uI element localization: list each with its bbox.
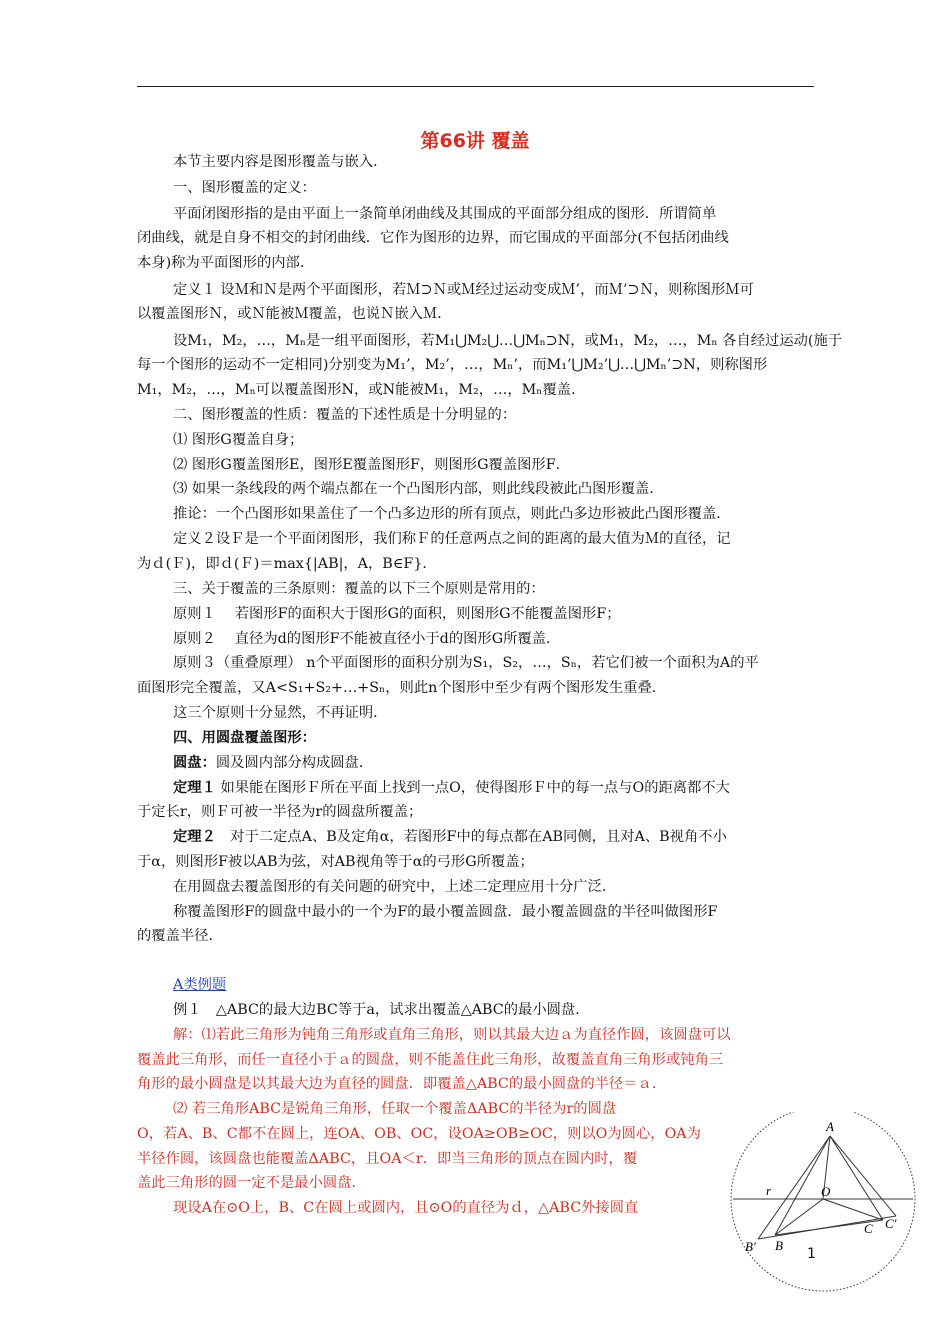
text-line: 本身)称为平面图形的内部． — [137, 255, 315, 271]
label-B: B — [775, 1238, 783, 1253]
text-line: 以覆盖图形Ｎ，或Ｎ能被Ｍ覆盖，也说Ｎ嵌入Ｍ． — [137, 306, 452, 322]
circle-triangle-figure — [728, 1112, 918, 1332]
theorem-text: 对于二定点A、B及定角α，若图形F中的每点都在AB同侧，且对A、B视角不小 — [215, 829, 727, 845]
definition-line: 定义２设Ｆ是一个平面闭图形，我们称Ｆ的任意两点之间的距离的最大值为Ｍ的直径，记 — [173, 531, 731, 547]
theorem-line — [173, 778, 730, 798]
section-heading: 三、关于覆盖的三条原则：覆盖的以下三个原则是常用的： — [173, 581, 545, 597]
theorem-line — [173, 827, 727, 847]
theorem-label: 定理２ — [173, 829, 216, 845]
principle-line: 原则２ 直径为d的图形F不能被直径小于d的图形G所覆盖． — [173, 631, 561, 647]
text-line: 于α，则图形F被以AB为弦，对AB视角等于α的弓形G所覆盖； — [137, 854, 534, 870]
page-number: 1 — [807, 1246, 816, 1262]
text-line: 面图形完全覆盖，又A<S₁+S₂+…+Sₙ，则此n个图形中至少有两个图形发生重叠． — [137, 680, 667, 696]
text-line: 每一个图形的运动不一定相同)分别变为M₁’，M₂’，…，Mₙ’，而M₁’⋃M₂’⋃…⋃Mₙ’⊃N，则称图形 — [137, 357, 768, 373]
theorem-text: 如果能在图形Ｆ所在平面上找到一点O，使得图形Ｆ中的每一点与O的距离都不大 — [220, 780, 730, 796]
principle-line: 原则３（重叠原理） n个平面图形的面积分别为S₁，S₂，…，Sₙ，若它们被一个面积为A的平 — [173, 655, 759, 671]
solution-line: 盖此三角形的圆一定不是最小圆盘． — [137, 1175, 366, 1191]
text-line: 平面闭图形指的是由平面上一条简单闭曲线及其围成的平面部分组成的图形．所谓简单 — [173, 206, 717, 222]
principle-line: 原则１ 若图形F的面积大于图形G的面积，则图形G不能覆盖图形F； — [173, 606, 621, 622]
disc-definition — [173, 753, 373, 773]
term-text: 圆及圆内部分构成圆盘． — [215, 755, 374, 771]
text-line: 这三个原则十分显然，不再证明． — [173, 705, 388, 721]
label-C: C — [864, 1221, 873, 1236]
label-B-prime: B' — [745, 1239, 756, 1254]
header-rule — [137, 86, 814, 87]
text-line: 设M₁，M₂，…，Mₙ是一组平面图形，若M₁⋃M₂⋃…⋃Mₙ⊃N，或M₁，M₂，…，Mₙ 各自经过运动(施于 — [173, 333, 843, 349]
solution-line: 半径作圆，该圆盘也能覆盖ΔABC，且OA＜r．即当三角形的顶点在圆内时，覆 — [137, 1151, 638, 1167]
text-line: 的覆盖半径． — [137, 928, 223, 944]
intro-line: 本节主要内容是图形覆盖与嵌入． — [173, 154, 388, 170]
example-category-link[interactable]: A类例题 — [173, 977, 227, 993]
solution-line: O，若A、B、C都不在圆上，连OA、OB、OC，设OA≥OB≥OC，则以O为圆心，OA为 — [137, 1126, 701, 1142]
theorem-label: 定理１ — [173, 780, 216, 796]
text-line: 于定长r，则Ｆ可被一半径为r的圆盘所覆盖； — [137, 804, 423, 820]
property-line: ⑴ 图形G覆盖自身； — [173, 432, 304, 448]
text-line: 称覆盖图形F的圆盘中最小的一个为F的最小覆盖圆盘．最小覆盖圆盘的半径叫做图形F — [173, 904, 718, 920]
property-line: ⑵ 图形G覆盖图形E，图形E覆盖图形F，则图形G覆盖图形F． — [173, 457, 570, 473]
solution-line: 解：⑴若此三角形为钝角三角形或直角三角形，则以其最大边ａ为直径作圆，该圆盘可以 — [173, 1027, 731, 1043]
section-heading: 一、图形覆盖的定义： — [173, 180, 316, 196]
property-line: ⑶ 如果一条线段的两个端点都在一个凸图形内部，则此线段被此凸图形覆盖． — [173, 481, 664, 497]
text-line: 闭曲线，就是自身不相交的封闭曲线．它作为图形的边界，而它围成的平面部分(不包括闭曲线 — [137, 230, 729, 246]
label-r: r — [766, 1183, 772, 1198]
text-line: 为ｄ(Ｆ)，即ｄ(Ｆ)＝max{|AB|，A，B∈F}． — [137, 556, 437, 572]
label-C-prime: C' — [885, 1216, 897, 1231]
solution-line: ⑵ 若三角形ABC是锐角三角形，任取一个覆盖ΔABC的半径为r的圆盘 — [173, 1101, 617, 1117]
corollary-line: 推论：一个凸图形如果盖住了一个凸多边形的所有顶点，则此凸多边形被此凸图形覆盖． — [173, 506, 731, 522]
lecture-title: 第66讲 覆盖 — [420, 130, 530, 152]
section-heading: 四、用圆盘覆盖图形： — [173, 730, 316, 746]
definition-line: 定义１ 设Ｍ和Ｎ是两个平面图形，若Ｍ⊃Ｎ或Ｍ经过运动变成Ｍ’，而Ｍ’⊃Ｎ，则称图形Ｍ可 — [173, 282, 754, 298]
label-A: A — [826, 1119, 834, 1134]
label-O: O — [821, 1184, 831, 1199]
example-line: 例１ △ABC的最大边BC等于a，试求出覆盖△ABC的最小圆盘． — [173, 1002, 590, 1018]
text-line: 在用圆盘去覆盖图形的有关问题的研究中，上述二定理应用十分广泛． — [173, 879, 617, 895]
solution-line: 现设A在⊙O上，B、C在圆上或圆内，且⊙O的直径为ｄ，△ABC外接圆直 — [173, 1200, 639, 1216]
solution-line: 角形的最小圆盘是以其最大边为直径的圆盘．即覆盖△ABC的最小圆盘的半径＝ａ． — [137, 1076, 667, 1092]
section-heading: 二、图形覆盖的性质：覆盖的下述性质是十分明显的： — [173, 407, 517, 423]
solution-line: 覆盖此三角形，而任一直径小于ａ的圆盘，则不能盖住此三角形，故覆盖直角三角形或钝角三 — [137, 1052, 724, 1068]
term-label: 圆盘： — [173, 755, 216, 771]
text-line: M₁，M₂，…，Mₙ可以覆盖图形N，或N能被M₁，M₂，…，Mₙ覆盖． — [137, 382, 586, 398]
